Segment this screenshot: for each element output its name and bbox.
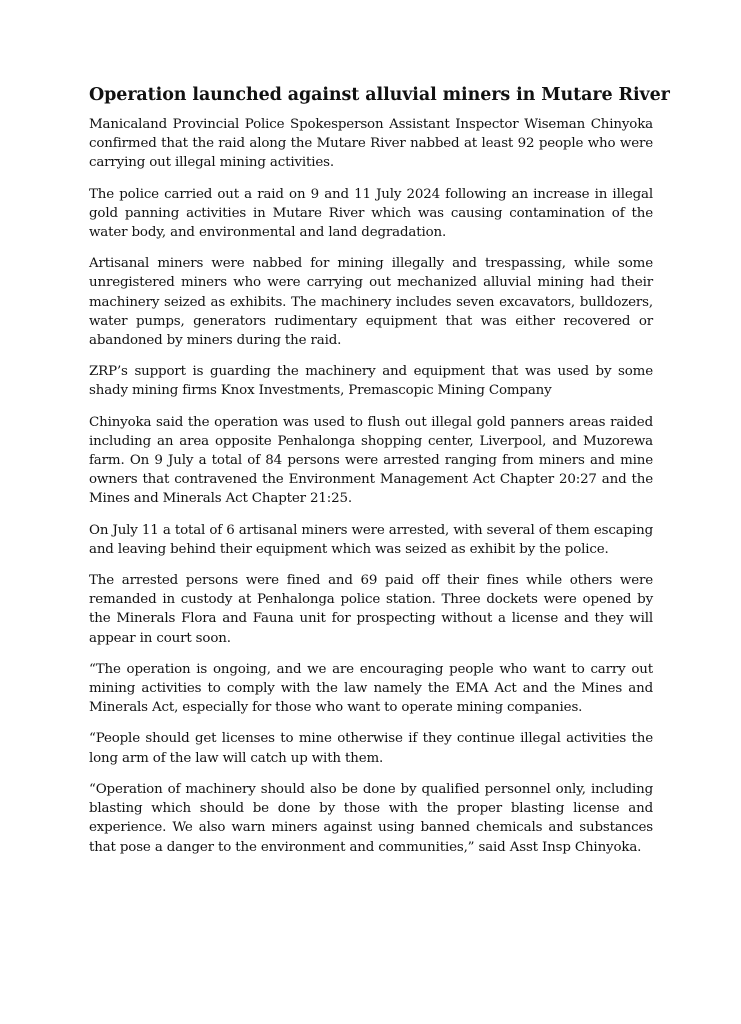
- paragraph-july-11-arrests: On July 11 a total of 6 artisanal miners were arrested, with several of them escaping and leaving behind their equipment which was seized as exhibit by the police.: [89, 522, 653, 557]
- paragraph-raid-dates: The police carried out a raid on 9 and 11 July 2024 following an increase in illegal gold panning activities in Mutare River which was causing contamination of the water body, and environmental and land degradation.: [89, 186, 653, 241]
- paragraph-zrp-support: ZRP’s support is guarding the machinery and equipment that was used by some shady mining firms Knox Investments, Premascopic Mining Company: [89, 364, 653, 399]
- paragraph-raid-summary: Manicaland Provincial Police Spokesperson Assistant Inspector Wiseman Chinyoka confirmed that the raid along the Mutare River nabbed at least 92 people who were carrying out illegal mining activities.: [89, 117, 653, 171]
- paragraph-quote-licenses: “People should get licenses to mine otherwise if they continue illegal activities the long arm of the law will catch up with them.: [89, 731, 653, 766]
- paragraph-quote-machinery: “Operation of machinery should also be done by qualified personnel only, including blasting which should be done by those with the proper blasting license and experience. We also warn miners against using banned chemicals and substances that pose a danger to the environment and communities,” said Asst Insp Chinyoka.: [89, 781, 653, 855]
- document-page: [89, 83, 670, 869]
- article-title: Operation launched against alluvial miners in Mutare River: [89, 85, 670, 105]
- paragraph-machinery-seized: Artisanal miners were nabbed for mining illegally and trespassing, while some unregistered miners who were carrying out mechanized alluvial mining had their machinery seized as exhibits. The machinery includes seven excavators, bulldozers, water pumps, generators rudimentary equipment that was either recovered or abandoned by miners during the raid.: [89, 256, 653, 349]
- paragraph-areas-raided: Chinyoka said the operation was used to flush out illegal gold panners areas raided including an area opposite Penhalonga shopping center, Liverpool, and Muzorewa farm. On 9 July a total of 84 persons were arrested ranging from miners and mine owners that contravened the Environment Management Act Chapter 20:27 and the Mines and Minerals Act Chapter 21:25.: [89, 414, 653, 507]
- paragraph-quote-ongoing: “The operation is ongoing, and we are encouraging people who want to carry out mining activities to comply with the law namely the EMA Act and the Mines and Minerals Act, especially for those who want to operate mining companies.: [89, 661, 653, 716]
- paragraph-fines-dockets: The arrested persons were fined and 69 paid off their fines while others were remanded in custody at Penhalonga police station. Three dockets were opened by the Minerals Flora and Fauna unit for prospecting without a license and they will appear in court soon.: [89, 573, 653, 646]
